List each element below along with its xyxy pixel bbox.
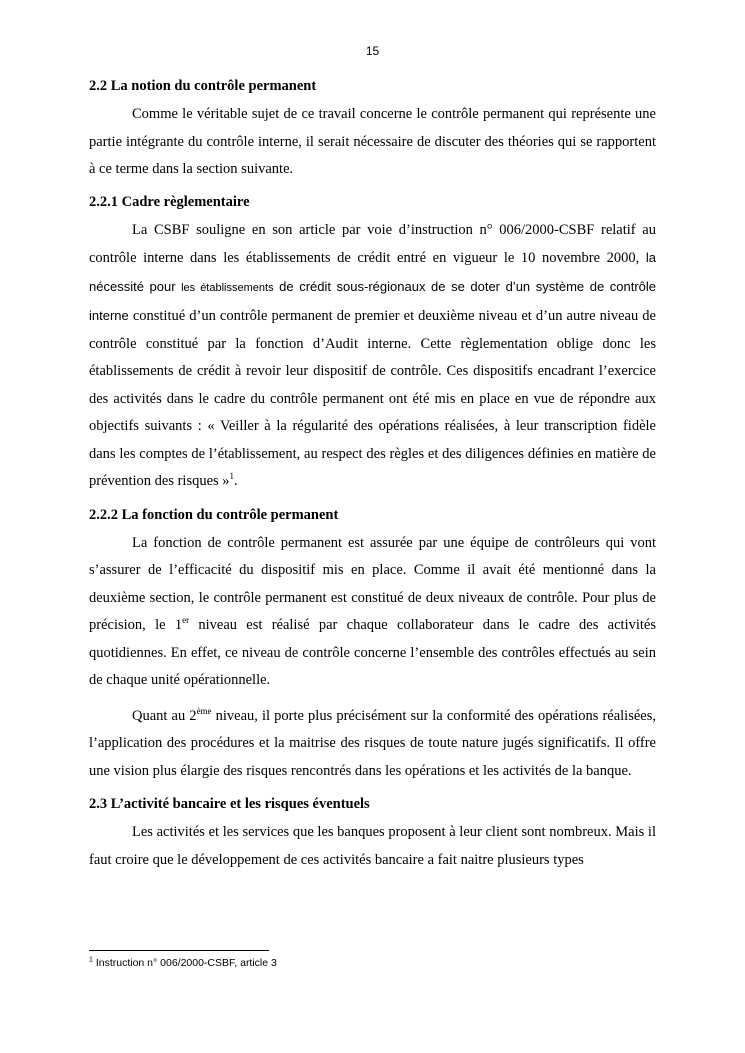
footnote-reference[interactable]: 1 xyxy=(229,471,235,482)
paragraph-2-2-2-second-part-b: niveau, il porte plus précisément sur la conformité des opérations réalisées, l’application des procédures et la maitrise des risques de toute nature jugés significatifs. Il offre une vision plus élargie des risques rencontrés dans les opérations et les activités de la banque. xyxy=(89,707,656,779)
paragraph-2-2-2-second xyxy=(89,703,656,786)
paragraph-2-2: Comme le véritable sujet de ce travail concerne le contrôle permanent qui représente une partie intégrante du contrôle interne, il serait nécessaire de discuter des théories qui se rapportent à ce terme dans la section suivante. xyxy=(89,106,656,177)
footnote xyxy=(89,957,656,969)
section-heading-2-3: 2.3 L’activité bancaire et les risques éventuels xyxy=(89,796,370,812)
paragraph-2-2-2-first-part-b: niveau est réalisé par chaque collaborateur dans le cadre des activités quotidiennes. En effet, ce niveau de contrôle concerne l’ensemble des contrôles effectués au sein de chaque unité opérationnelle. xyxy=(89,617,656,688)
paragraph-2-2-1-part-e: constitué d’un contrôle permanent de premier et deuxième niveau et d’un autre niveau de contrôle constitué par la fonction d’Audit interne. Cette règlementation oblige donc les établissements de crédit à revoir leur dispositif de contrôle. Ces dispositifs encadrant l’exercice des activités dans le cadre du contrôle permanent ont été mis en place en vue de répondre aux objectifs suivants : « Veiller à la régularité des opérations réalisées, à leur transcription fidèle dans les comptes de l’établissement, au respect des règles et des diligences définies en matière de prévention des risques » xyxy=(89,308,656,489)
paragraph-2-2-1-part-b: la nécessité pour xyxy=(89,250,657,294)
page-content xyxy=(89,74,656,874)
paragraph-2-2-2-first-part-a: La fonction de contrôle permanent est assurée par une équipe de contrôleurs qui vont s’assurer de l’efficacité du dispositif mis en place. Comme il avait été mentionné dans la deuxième section, le contrôle permanent est constitué de deux niveaux de contrôle. Pour plus de précision, le 1 xyxy=(89,534,656,633)
paragraph-2-3: Les activités et les services que les banques proposent à leur client sont nombreux. Mais il faut croire que le développement de ces activités bancaire a fait naitre plusieurs types xyxy=(89,824,656,868)
paragraph-2-2-1-part-a: La CSBF souligne en son article par voie d’instruction n° 006/2000-CSBF relatif au contrôle interne dans les établissements de crédit entré en vigueur le 10 novembre 2000, xyxy=(89,221,656,266)
paragraph-2-2-2-second-part-a: Quant au 2 xyxy=(132,707,197,724)
section-heading-2-2-2: 2.2.2 La fonction du contrôle permanent xyxy=(89,506,339,523)
paragraph-2-2-1 xyxy=(89,217,656,496)
ordinal-superscript-eme: ème xyxy=(196,705,212,716)
section-heading-2-2: 2.2 La notion du contrôle permanent xyxy=(89,78,317,94)
paragraph-2-2-1-part-d: de crédit sous-régionaux de se doter d’un système de contrôle interne xyxy=(89,278,657,323)
ordinal-superscript-er: er xyxy=(182,615,190,626)
page-number: 15 xyxy=(365,44,380,58)
paragraph-2-2-2-first xyxy=(89,530,656,695)
paragraph-2-2-1-part-c: les établissements xyxy=(181,281,274,294)
footnote-number: 1 xyxy=(89,956,93,964)
footnote-divider xyxy=(89,950,269,951)
footnote-text: Instruction n° 006/2000-CSBF, article 3 xyxy=(92,957,277,969)
section-heading-2-2-1: 2.2.1 Cadre règlementaire xyxy=(89,193,250,210)
paragraph-2-2-1-end: . xyxy=(234,473,238,489)
